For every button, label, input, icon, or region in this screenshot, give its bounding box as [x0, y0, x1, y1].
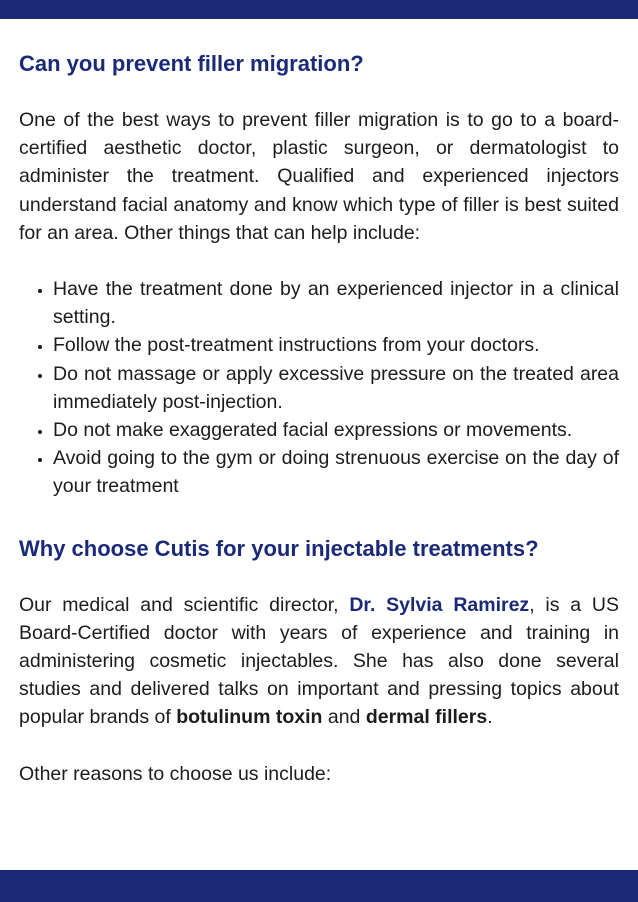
top-banner — [0, 0, 638, 19]
tips-list — [19, 275, 619, 501]
article-content — [19, 44, 619, 788]
list-item: • Have the treatment done by an experienced injector in a clinical setting. — [53, 275, 619, 331]
bottom-banner — [0, 870, 638, 902]
list-item: • Do not make exaggerated facial expressions or movements. — [53, 416, 619, 444]
text-span: Our medical and scientific director, — [19, 593, 350, 616]
section-heading-why-choose: Why choose Cutis for your injectable treatments? — [19, 535, 539, 561]
list-item: • Do not massage or apply excessive pressure on the treated area immediately post-injection. — [53, 360, 619, 416]
director-paragraph — [19, 591, 619, 732]
other-reasons-text: Other reasons to choose us include: — [19, 762, 332, 785]
list-item: • Avoid going to the gym or doing strenuous exercise on the day of your treatment — [53, 444, 619, 500]
section-heading-prevent-migration: Can you prevent filler migration? — [19, 51, 364, 76]
text-span: . — [487, 706, 493, 729]
text-span: and — [322, 706, 366, 729]
text-span: , is a US Board-Certified doctor with years of experience and training in administering cosmetic injectables. She has also done several studies and delivered talks on important and pressing topics about popular brands of — [19, 593, 619, 729]
intro-paragraph: One of the best ways to prevent filler migration is to go to a board-certified aesthetic doctor, plastic surgeon, or dermatologist to administer the treatment. Qualified and experienced injectors understand facial anatomy and know which type of filler is best suited for an area. Other things that can help include: — [19, 109, 619, 244]
doctor-name: Dr. Sylvia Ramirez — [349, 593, 530, 616]
term-botulinum-toxin: botulinum toxin — [176, 706, 323, 729]
term-dermal-fillers: dermal fillers — [365, 706, 488, 729]
list-item: • Follow the post-treatment instructions from your doctors. — [53, 331, 619, 359]
